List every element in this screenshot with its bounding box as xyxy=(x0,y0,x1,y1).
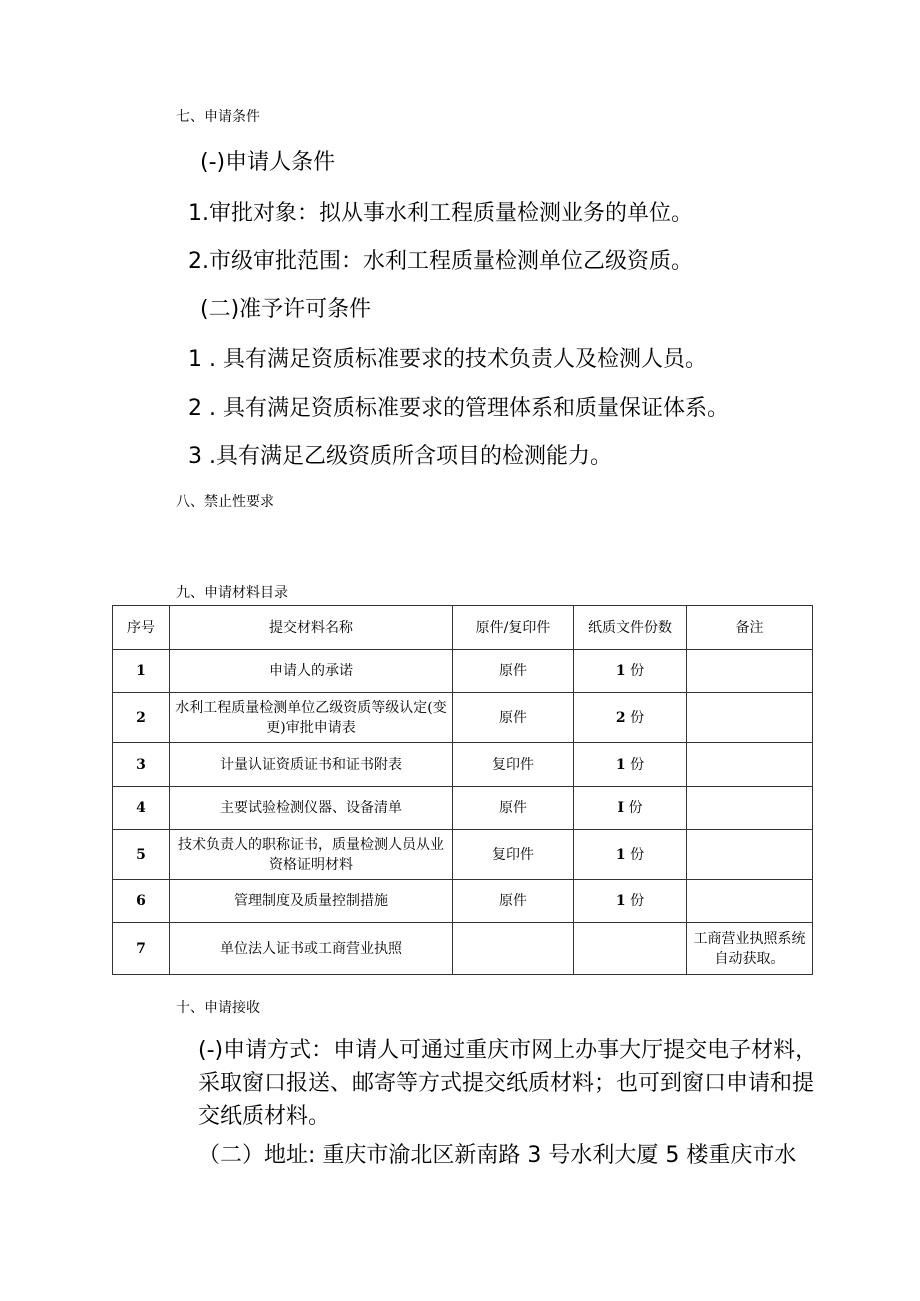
cell-name: 计量认证资质证书和证书附表 xyxy=(170,743,453,787)
cell-copies xyxy=(574,880,687,923)
materials-table xyxy=(112,605,813,975)
cell-note xyxy=(687,650,813,693)
cell-copies xyxy=(574,743,687,787)
cell-note xyxy=(687,787,813,830)
cell-name: 申请人的承诺 xyxy=(170,650,453,693)
section-9-heading: 九、申请材料目录 xyxy=(176,585,288,601)
cell-name: 主要试验检测仪器、设备清单 xyxy=(170,787,453,830)
table-row xyxy=(113,830,813,880)
header-note: 备注 xyxy=(687,606,813,650)
cell-name: 水利工程质量检测单位乙级资质等级认定(变更)审批申请表 xyxy=(170,693,453,743)
cell-note xyxy=(687,743,813,787)
cell-copies xyxy=(574,650,687,693)
subsection-applicant-title: (-)申请人条件 xyxy=(200,150,336,175)
copies-unit: 份 xyxy=(628,800,643,816)
table-row xyxy=(113,650,813,693)
header-no: 序号 xyxy=(113,606,170,650)
cell-name: 技术负责人的职称证书，质量检测人员从业资格证明材料 xyxy=(170,830,453,880)
section-10-heading: 十、申请接收 xyxy=(176,1000,260,1016)
cell-type: 原件 xyxy=(453,787,574,830)
subsection-permit-title: (二)准予许可条件 xyxy=(200,297,372,322)
cell-copies xyxy=(574,693,687,743)
copies-number: I xyxy=(617,800,625,816)
cell-type: 原件 xyxy=(453,650,574,693)
cell-type xyxy=(453,923,574,975)
applicant-condition-2: 2.市级审批范围：水利工程质量检测单位乙级资质。 xyxy=(188,249,693,274)
header-type: 原件/复印件 xyxy=(453,606,574,650)
cell-note xyxy=(687,880,813,923)
cell-no: 2 xyxy=(113,693,170,743)
cell-name: 单位法人证书或工商营业执照 xyxy=(170,923,453,975)
cell-copies xyxy=(574,923,687,975)
cell-type: 复印件 xyxy=(453,743,574,787)
table-row xyxy=(113,880,813,923)
cell-no: 5 xyxy=(113,830,170,880)
cell-type: 复印件 xyxy=(453,830,574,880)
application-method-paragraph: (-)申请方式：申请人可通过重庆市网上办事大厅提交电子材料，采取窗口报送、邮寄等方式提交纸质材料；也可到窗口申请和提交纸质材料。 xyxy=(198,1038,818,1129)
applicant-condition-1: 1.审批对象：拟从事水利工程质量检测业务的单位。 xyxy=(188,201,693,226)
cell-type: 原件 xyxy=(453,880,574,923)
address-paragraph: （二）地址: 重庆市渝北区新南路 3 号水利大厦 5 楼重庆市水 xyxy=(198,1143,797,1168)
table-row xyxy=(113,787,813,830)
copies-unit: 份 xyxy=(630,756,645,773)
copies-number: 1 xyxy=(615,756,626,773)
cell-no: 4 xyxy=(113,787,170,830)
copies-number: 1 xyxy=(615,846,626,863)
table-row xyxy=(113,743,813,787)
permit-condition-2: 2 . 具有满足资质标准要求的管理体系和质量保证体系。 xyxy=(188,396,729,421)
cell-no: 3 xyxy=(113,743,170,787)
table-header-row xyxy=(113,606,813,650)
cell-copies xyxy=(574,787,687,830)
copies-unit: 份 xyxy=(630,893,645,909)
cell-no: 7 xyxy=(113,923,170,975)
copies-number: 2 xyxy=(615,709,626,726)
copies-unit: 份 xyxy=(630,846,645,863)
copies-number: 1 xyxy=(615,893,626,909)
permit-condition-3: 3 .具有满足乙级资质所含项目的检测能力。 xyxy=(188,444,612,469)
cell-note: 工商营业执照系统自动获取。 xyxy=(687,923,813,975)
section-7-heading: 七、申请条件 xyxy=(176,109,260,125)
header-name: 提交材料名称 xyxy=(170,606,453,650)
cell-note xyxy=(687,693,813,743)
cell-no: 6 xyxy=(113,880,170,923)
cell-name: 管理制度及质量控制措施 xyxy=(170,880,453,923)
table-row xyxy=(113,923,813,975)
cell-copies xyxy=(574,830,687,880)
copies-number: 1 xyxy=(615,663,626,679)
copies-unit: 份 xyxy=(630,663,645,679)
cell-type: 原件 xyxy=(453,693,574,743)
header-copies: 纸质文件份数 xyxy=(574,606,687,650)
section-8-heading: 八、禁止性要求 xyxy=(176,494,274,510)
table-row xyxy=(113,693,813,743)
copies-unit: 份 xyxy=(630,709,645,726)
cell-no: 1 xyxy=(113,650,170,693)
cell-note xyxy=(687,830,813,880)
permit-condition-1: 1 . 具有满足资质标准要求的技术负责人及检测人员。 xyxy=(188,347,707,372)
